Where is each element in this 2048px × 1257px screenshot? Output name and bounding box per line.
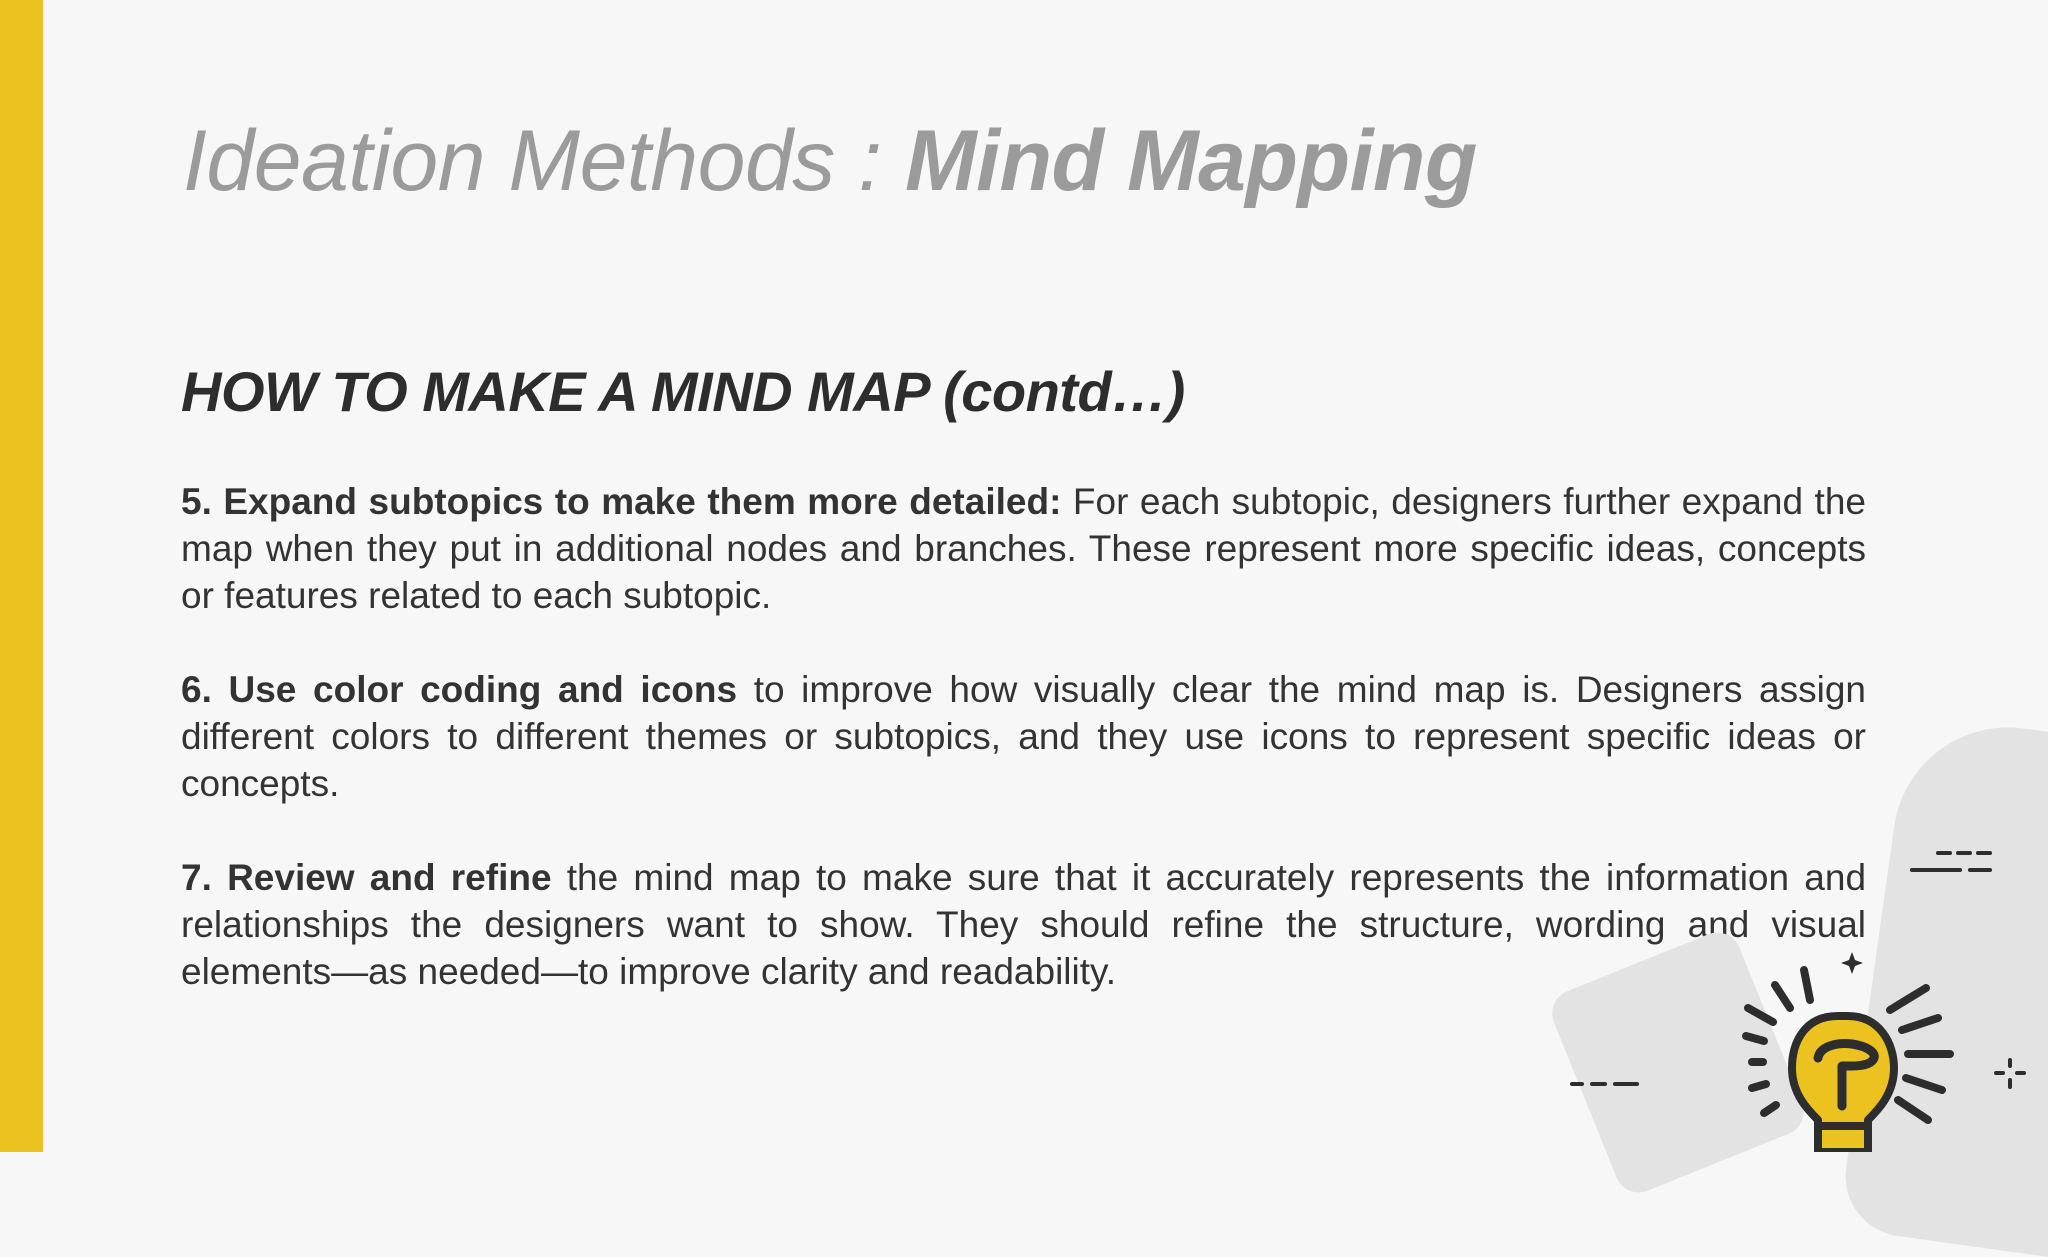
slide-title [183,113,1477,209]
section-heading: HOW TO MAKE A MIND MAP (contd…) [181,360,1185,423]
step-5 [181,478,1866,619]
title-bold: Mind Mapping [904,113,1477,209]
steps-list [181,478,1866,995]
title-regular: Ideation Methods : [183,113,905,209]
step-7-lead: Review and refine [227,857,552,898]
decor-blob-right [1838,713,2048,1257]
step-6-text: to improve how visually clear the mind map is. Designers assign different colors to different themes or subtopics, and they use icons to represent specific ideas or concepts. [181,669,1866,804]
step-6-lead: Use color coding and icons [228,669,738,710]
step-6-number: 6. [181,669,212,710]
step-5-text: For each subtopic, designers further expand the map when they put in additional nodes and branches. These represent more specific ideas, concepts or features related to each subtopic. [181,481,1866,616]
step-5-number: 5. [181,481,212,522]
step-7-number: 7. [181,857,212,898]
step-7-text: the mind map to make sure that it accurately represents the information and relationships the designers want to show. They should refine the structure, wording and visual elements—as needed—to improve clarity and readability. [181,857,1867,992]
accent-bar [0,0,43,1152]
step-6 [181,666,1866,807]
step-5-lead: Expand subtopics to make them more detailed: [223,481,1062,522]
